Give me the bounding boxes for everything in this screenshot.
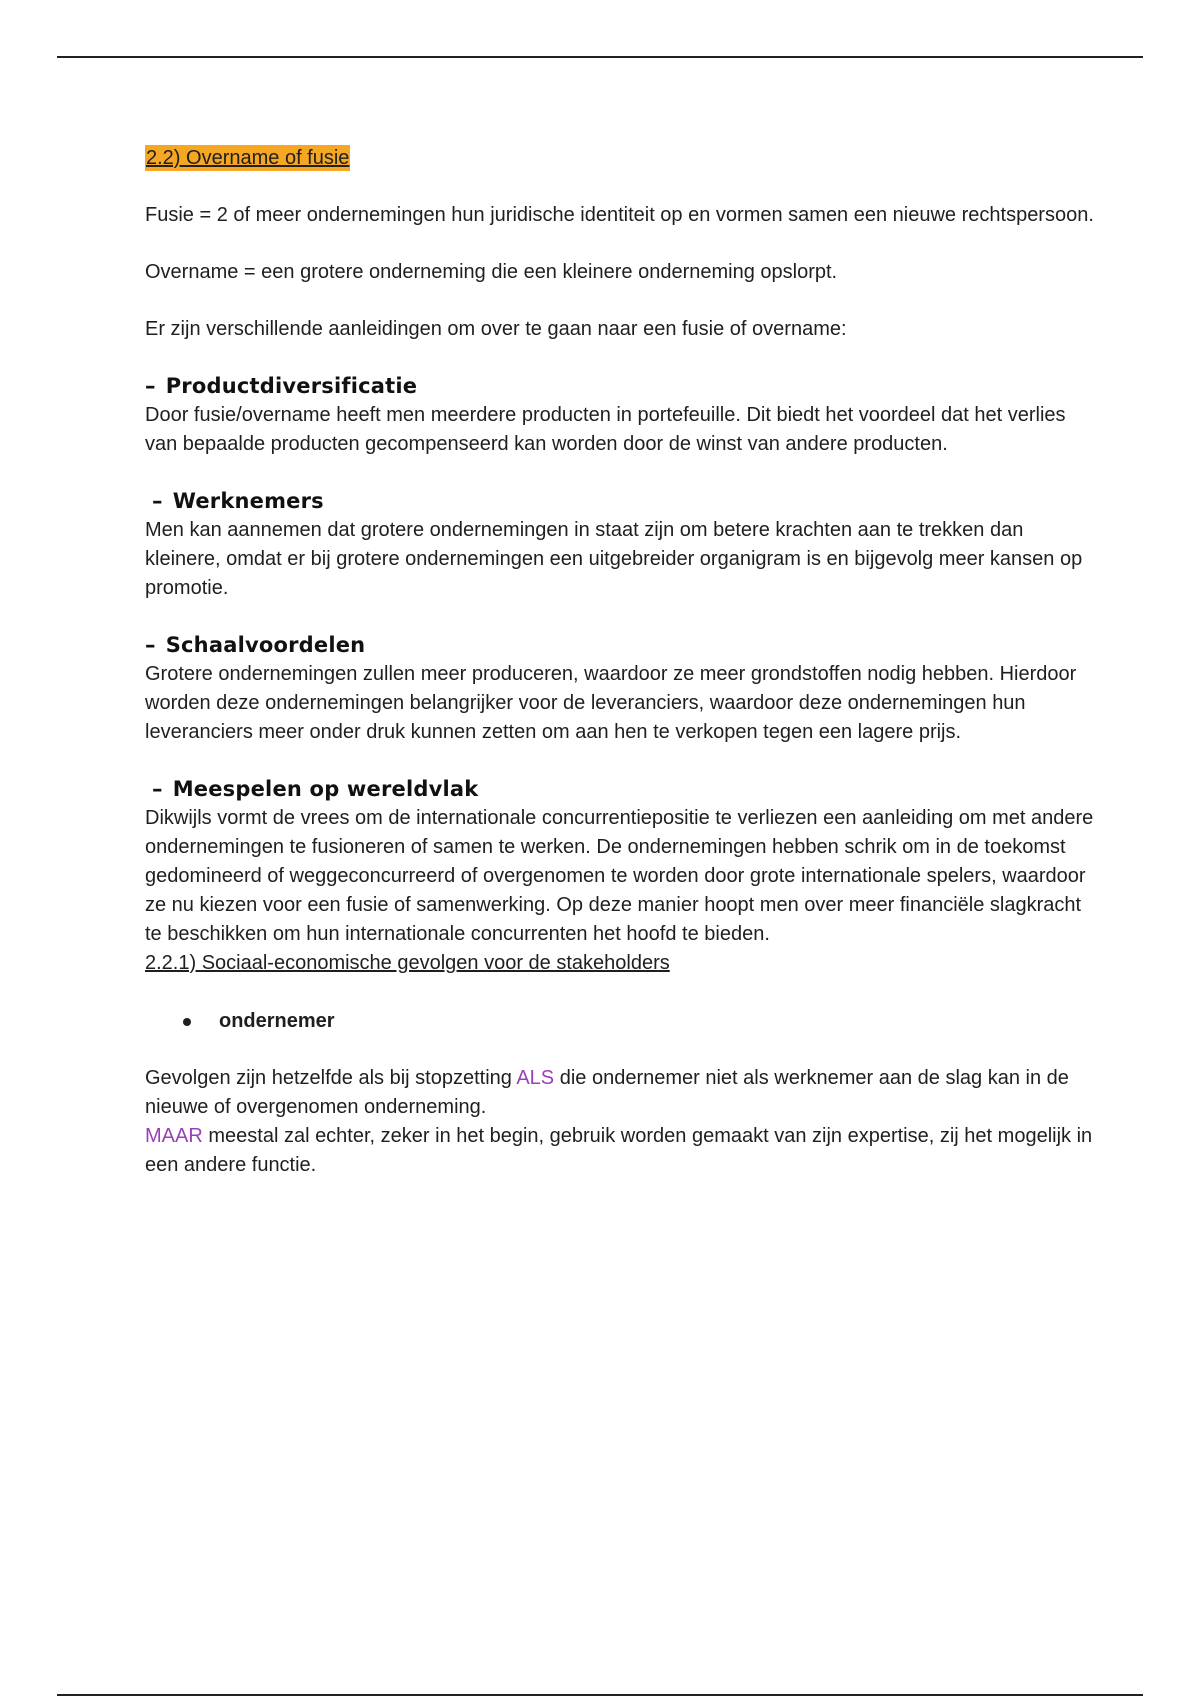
reason-schaalvoordelen [145,631,1095,747]
subsection-title: 2.2.1) Sociaal-economische gevolgen voor de stakeholders [145,952,670,974]
reason-text: Door fusie/overname heeft men meerdere producten in portefeuille. Dit biedt het voordeel dat het verlies van bepaalde producten gecompenseerd kan worden door de winst van andere producten. [145,404,1066,455]
reason-meespelen-op-wereldvlak [145,775,1095,949]
reason-heading: – Meespelen op wereldvlak [145,775,1095,804]
definition-overname: Overname = een grotere onderneming die een kleinere onderneming opslorpt. [145,261,838,283]
consequence-paragraph-2: MAAR meestal zal echter, zeker in het begin, gebruik worden gemaakt van zijn expertise, zij het mogelijk in een andere functie. [145,1125,1093,1176]
keyword-maar: MAAR [145,1125,203,1147]
definition-fusie: Fusie = 2 of meer ondernemingen hun juridische identiteit op en vormen samen een nieuwe rechtspersoon. [145,204,1094,226]
top-rule [57,56,1143,58]
reason-text: Grotere ondernemingen zullen meer produceren, waardoor ze meer grondstoffen nodig hebben. Hierdoor worden deze ondernemingen belangrijker voor de leveranciers, waardoor deze ondernemingen hun leveranciers meer onder druk kunnen zetten om aan hen te verkopen tegen een lagere prijs. [145,663,1077,743]
dash-icon: – [145,633,156,657]
dash-icon: – [152,489,163,513]
reason-text: Men kan aannemen dat grotere ondernemingen in staat zijn om betere krachten aan te trekken dan kleinere, omdat er bij grotere ondernemingen een uitgebreider organigram is en bijgevolg meer kansen op promotie. [145,519,1083,599]
bottom-rule [57,1694,1143,1696]
document-body [145,144,1095,1180]
reason-heading: – Productdiversificatie [145,372,1095,401]
consequence-paragraph-1: Gevolgen zijn hetzelfde als bij stopzetting ALS die ondernemer niet als werknemer aan de slag kan in de nieuwe of overgenomen onderneming. [145,1067,1069,1118]
reason-heading: – Werknemers [145,487,1095,516]
bullet-icon [183,1018,191,1026]
bullet-label: ondernemer [219,1010,335,1032]
keyword-als: ALS [516,1067,555,1089]
reason-heading: – Schaalvoordelen [145,631,1095,660]
reason-text: Dikwijls vormt de vrees om de internationale concurrentiepositie te verliezen een aanleiding om met andere ondernemingen te fusioneren of samen te werken. De ondernemingen hebben schrik om in de toekomst gedomineerd of weggeconcurreerd of overgenomen te worden door grote internationale spelers, waardoor ze nu kiezen voor een fusie of samenwerking. Op deze manier hoopt men over meer financiële slagkracht te beschikken om hun internationale concurrenten het hoofd te bieden. [145,807,1094,945]
dash-icon: – [145,374,156,398]
reason-werknemers [145,487,1095,603]
reasons-intro: Er zijn verschillende aanleidingen om over te gaan naar een fusie of overname: [145,318,847,340]
dash-icon: – [152,777,163,801]
reason-productdiversificatie [145,372,1095,459]
bullet-item-ondernemer [145,1007,1095,1036]
section-title: 2.2) Overname of fusie [146,147,350,169]
